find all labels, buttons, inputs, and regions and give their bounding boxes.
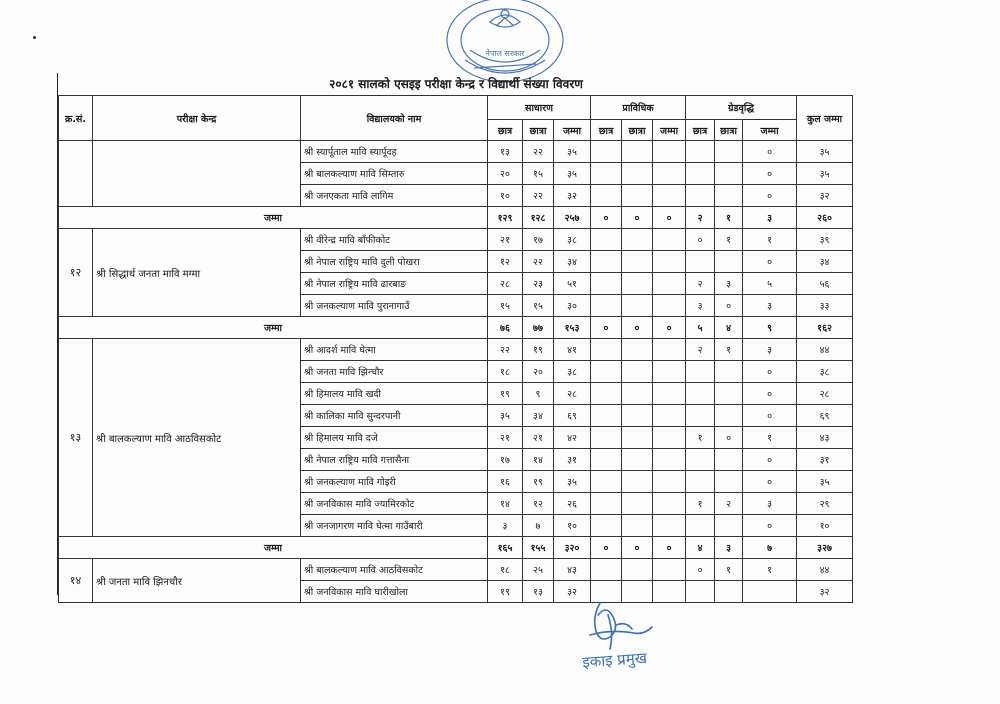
row-grand-total: ३३ xyxy=(797,295,853,317)
count-cell xyxy=(743,581,797,603)
header-technical-total: जम्मा xyxy=(653,120,686,141)
school-row xyxy=(59,141,853,163)
row-grand-total: २९ xyxy=(797,493,853,515)
row-grand-total: ४४ xyxy=(797,559,853,581)
count-cell: ० xyxy=(743,163,797,185)
count-cell: २५ xyxy=(523,559,554,581)
count-cell: ४३ xyxy=(554,559,591,581)
count-cell xyxy=(653,559,686,581)
header-exam-center: परीक्षा केन्द्र xyxy=(93,96,301,141)
row-grand-total: ३२७ xyxy=(797,537,853,559)
count-cell xyxy=(686,581,715,603)
count-cell xyxy=(686,251,715,273)
count-cell xyxy=(622,471,653,493)
count-cell xyxy=(622,185,653,207)
count-cell xyxy=(715,449,743,471)
count-cell: २० xyxy=(488,163,523,185)
count-cell: ४१ xyxy=(554,339,591,361)
count-cell: ३१ xyxy=(554,449,591,471)
sum-label: जम्मा xyxy=(59,537,488,559)
count-cell: ३ xyxy=(743,339,797,361)
count-cell xyxy=(653,361,686,383)
count-cell: १ xyxy=(686,493,715,515)
count-cell xyxy=(591,515,622,537)
count-cell: २ xyxy=(686,207,715,229)
count-cell: ४२ xyxy=(554,427,591,449)
count-cell: १ xyxy=(686,427,715,449)
document-title: २०८१ सालको एसइइ परीक्षा केन्द्र र विद्यार्थी संख्या विवरण xyxy=(329,77,583,91)
exam-center-name: श्री सिद्धार्थ जनता मावि मग्मा xyxy=(93,229,301,317)
count-cell: ३२ xyxy=(554,185,591,207)
count-cell xyxy=(653,339,686,361)
count-cell xyxy=(591,163,622,185)
count-cell: १२ xyxy=(488,251,523,273)
count-cell xyxy=(591,251,622,273)
row-grand-total: १० xyxy=(797,515,853,537)
count-cell: ३४ xyxy=(523,405,554,427)
count-cell: ७७ xyxy=(523,317,554,339)
count-cell: ० xyxy=(743,405,797,427)
count-cell: १२ xyxy=(523,493,554,515)
row-grand-total: ६९ xyxy=(797,405,853,427)
count-cell: २५७ xyxy=(554,207,591,229)
count-cell: २ xyxy=(686,339,715,361)
count-cell xyxy=(653,185,686,207)
count-cell xyxy=(715,405,743,427)
count-cell xyxy=(591,229,622,251)
row-grand-total: ३८ xyxy=(797,361,853,383)
count-cell xyxy=(591,559,622,581)
count-cell xyxy=(653,229,686,251)
count-cell xyxy=(686,515,715,537)
count-cell: २८ xyxy=(488,273,523,295)
count-cell xyxy=(622,295,653,317)
count-cell: २१ xyxy=(488,427,523,449)
count-cell: ० xyxy=(743,185,797,207)
header-grade-total: जम्मा xyxy=(743,120,797,141)
count-cell: २६ xyxy=(554,493,591,515)
count-cell: १४ xyxy=(488,493,523,515)
count-cell: ७ xyxy=(743,537,797,559)
count-cell xyxy=(622,515,653,537)
count-cell: २२ xyxy=(488,339,523,361)
school-name: श्री नेपाल राष्ट्रिय मावि गत्तासैना xyxy=(301,449,488,471)
school-row xyxy=(59,229,853,251)
count-cell: ३५ xyxy=(554,141,591,163)
school-name: श्री बालकल्याण मावि आठविसकोट xyxy=(301,559,488,581)
count-cell: ० xyxy=(686,229,715,251)
count-cell xyxy=(622,273,653,295)
count-cell xyxy=(591,339,622,361)
count-cell xyxy=(653,163,686,185)
count-cell: १६५ xyxy=(488,537,523,559)
header-technical: प्राविधिक xyxy=(591,96,686,120)
seal-lettering: नेपाल सरकार xyxy=(485,49,525,58)
count-cell: ३२ xyxy=(554,581,591,603)
exam-center-name xyxy=(93,141,301,207)
count-cell xyxy=(622,559,653,581)
header-general: साधारण xyxy=(488,96,591,120)
count-cell: ५१ xyxy=(554,273,591,295)
count-cell xyxy=(653,383,686,405)
count-cell: १६ xyxy=(488,471,523,493)
count-cell: ० xyxy=(743,383,797,405)
count-cell: ० xyxy=(653,317,686,339)
count-cell: १२८ xyxy=(523,207,554,229)
school-name: श्री वीरेन्द्र मावि बाँफीकोट xyxy=(301,229,488,251)
count-cell xyxy=(591,493,622,515)
count-cell: ५ xyxy=(686,317,715,339)
count-cell: ० xyxy=(622,317,653,339)
count-cell: १५ xyxy=(523,295,554,317)
count-cell: १९ xyxy=(523,339,554,361)
count-cell xyxy=(653,295,686,317)
count-cell: ३ xyxy=(686,295,715,317)
count-cell: १८ xyxy=(488,361,523,383)
row-grand-total: ४३ xyxy=(797,427,853,449)
header-grade-boys: छात्र xyxy=(686,120,715,141)
exam-center-table xyxy=(58,95,853,603)
count-cell: ३८ xyxy=(554,361,591,383)
count-cell: ४ xyxy=(715,317,743,339)
count-cell xyxy=(591,185,622,207)
count-cell xyxy=(686,471,715,493)
count-cell xyxy=(715,515,743,537)
count-cell xyxy=(653,427,686,449)
count-cell: १९ xyxy=(523,471,554,493)
count-cell: २० xyxy=(523,361,554,383)
row-grand-total: ३५ xyxy=(797,141,853,163)
count-cell: ० xyxy=(591,317,622,339)
center-serial-number xyxy=(59,141,93,207)
count-cell: २ xyxy=(715,493,743,515)
school-name: श्री बालकल्याण मावि सिम्तारु xyxy=(301,163,488,185)
signature-caption: इकाइ प्रमुख xyxy=(581,648,648,672)
count-cell xyxy=(622,251,653,273)
count-cell: १ xyxy=(715,339,743,361)
count-cell: ० xyxy=(743,141,797,163)
header-technical-boys: छात्र xyxy=(591,120,622,141)
count-cell: ० xyxy=(591,207,622,229)
header-general-total: जम्मा xyxy=(554,120,591,141)
count-cell: ३५ xyxy=(554,471,591,493)
row-grand-total: ३९ xyxy=(797,229,853,251)
count-cell xyxy=(622,449,653,471)
row-grand-total: ५६ xyxy=(797,273,853,295)
count-cell: १५३ xyxy=(554,317,591,339)
count-cell: ३ xyxy=(743,295,797,317)
school-name: श्री जनविकास मावि घारीखोला xyxy=(301,581,488,603)
count-cell: ४ xyxy=(686,537,715,559)
row-grand-total: ३५ xyxy=(797,163,853,185)
count-cell xyxy=(686,449,715,471)
school-name: श्री नेपाल राष्ट्रिय मावि ढारबाङ xyxy=(301,273,488,295)
count-cell xyxy=(686,163,715,185)
count-cell: १७ xyxy=(488,449,523,471)
count-cell: ० xyxy=(743,449,797,471)
count-cell: ५ xyxy=(743,273,797,295)
count-cell: १९ xyxy=(488,581,523,603)
center-serial-number: १३ xyxy=(59,339,93,537)
count-cell: ३५ xyxy=(488,405,523,427)
sum-row xyxy=(59,317,853,339)
school-name: श्री आदर्श मावि घेत्मा xyxy=(301,339,488,361)
sum-label: जम्मा xyxy=(59,207,488,229)
row-grand-total: २८ xyxy=(797,383,853,405)
count-cell xyxy=(591,405,622,427)
row-grand-total: १६२ xyxy=(797,317,853,339)
count-cell xyxy=(622,229,653,251)
count-cell xyxy=(653,141,686,163)
count-cell: २२ xyxy=(523,141,554,163)
exam-center-name: श्री बालकल्याण मावि आठविसकोट xyxy=(93,339,301,537)
school-name: श्री जनविकास मावि ज्यामिरकोट xyxy=(301,493,488,515)
sum-row xyxy=(59,537,853,559)
count-cell: ९ xyxy=(523,383,554,405)
school-name: श्री जनजागरण मावि घेत्मा गाउँबारी xyxy=(301,515,488,537)
count-cell xyxy=(715,251,743,273)
count-cell: ० xyxy=(743,515,797,537)
count-cell xyxy=(686,141,715,163)
count-cell xyxy=(715,185,743,207)
count-cell: २२ xyxy=(523,185,554,207)
count-cell xyxy=(715,141,743,163)
count-cell xyxy=(715,471,743,493)
count-cell: ० xyxy=(715,295,743,317)
count-cell: १० xyxy=(488,185,523,207)
exam-center-name: श्री जनता मावि झिनचौर xyxy=(93,559,301,603)
count-cell: ० xyxy=(591,537,622,559)
count-cell: १४ xyxy=(523,449,554,471)
count-cell: १५५ xyxy=(523,537,554,559)
count-cell: १५ xyxy=(488,295,523,317)
header-grade-girls: छात्रा xyxy=(715,120,743,141)
count-cell: ० xyxy=(743,251,797,273)
center-serial-number: १२ xyxy=(59,229,93,317)
count-cell: २३ xyxy=(523,273,554,295)
count-cell: ० xyxy=(715,427,743,449)
school-name: श्री जनकल्याण मावि पुरानागाउँ xyxy=(301,295,488,317)
row-grand-total: ३५ xyxy=(797,471,853,493)
header-general-girls: छात्रा xyxy=(523,120,554,141)
count-cell xyxy=(622,493,653,515)
count-cell xyxy=(622,427,653,449)
count-cell xyxy=(715,581,743,603)
header-general-boys: छात्र xyxy=(488,120,523,141)
count-cell xyxy=(622,141,653,163)
count-cell xyxy=(591,449,622,471)
count-cell: ७६ xyxy=(488,317,523,339)
count-cell: ० xyxy=(686,559,715,581)
school-name: श्री जनएकता मावि लागिम xyxy=(301,185,488,207)
count-cell: २८ xyxy=(554,383,591,405)
count-cell xyxy=(591,361,622,383)
count-cell: १ xyxy=(715,207,743,229)
count-cell xyxy=(653,273,686,295)
count-cell: २ xyxy=(686,273,715,295)
school-name: श्री हिमालय मावि खदी xyxy=(301,383,488,405)
count-cell: १० xyxy=(554,515,591,537)
count-cell xyxy=(622,163,653,185)
school-row xyxy=(59,559,853,581)
count-cell xyxy=(622,383,653,405)
row-grand-total: २६० xyxy=(797,207,853,229)
count-cell xyxy=(686,383,715,405)
count-cell: ६९ xyxy=(554,405,591,427)
count-cell xyxy=(653,449,686,471)
count-cell xyxy=(686,185,715,207)
count-cell: ० xyxy=(743,361,797,383)
school-name: श्री स्यार्पूताल मावि स्यार्पूदह xyxy=(301,141,488,163)
sum-row xyxy=(59,207,853,229)
school-name: श्री कालिका मावि सुन्दरपानी xyxy=(301,405,488,427)
table-body xyxy=(59,141,853,603)
school-name: श्री नेपाल राष्ट्रिय मावि दुली पोखरा xyxy=(301,251,488,273)
header-grand-total: कुल जम्मा xyxy=(797,96,853,141)
count-cell xyxy=(653,405,686,427)
header-serial: क्र.सं. xyxy=(59,96,93,141)
count-cell: १८ xyxy=(488,559,523,581)
count-cell: १७ xyxy=(523,229,554,251)
count-cell: ३४ xyxy=(554,251,591,273)
count-cell: १ xyxy=(743,229,797,251)
count-cell xyxy=(653,493,686,515)
count-cell: १२९ xyxy=(488,207,523,229)
header-technical-girls: छात्रा xyxy=(622,120,653,141)
count-cell: ३८ xyxy=(554,229,591,251)
school-name: श्री हिमालय मावि दजे xyxy=(301,427,488,449)
header-grade-improvement: ग्रेडवृद्धि xyxy=(686,96,797,120)
count-cell: ० xyxy=(653,207,686,229)
count-cell xyxy=(686,361,715,383)
count-cell: १५ xyxy=(523,163,554,185)
count-cell xyxy=(622,361,653,383)
count-cell: ० xyxy=(653,537,686,559)
count-cell xyxy=(622,339,653,361)
row-grand-total: ३४ xyxy=(797,251,853,273)
count-cell: १३ xyxy=(523,581,554,603)
count-cell: ७ xyxy=(523,515,554,537)
center-serial-number: १४ xyxy=(59,559,93,603)
count-cell xyxy=(591,383,622,405)
count-cell xyxy=(715,163,743,185)
school-name: श्री जनकल्याण मावि गोइरी xyxy=(301,471,488,493)
sum-label: जम्मा xyxy=(59,317,488,339)
count-cell xyxy=(622,405,653,427)
count-cell: ० xyxy=(622,207,653,229)
count-cell: ९ xyxy=(743,317,797,339)
count-cell: ३ xyxy=(743,493,797,515)
count-cell: २२ xyxy=(523,251,554,273)
row-grand-total: ३२ xyxy=(797,185,853,207)
count-cell xyxy=(715,383,743,405)
header-school-name: विद्यालयको नाम xyxy=(301,96,488,141)
count-cell: ३ xyxy=(743,207,797,229)
school-name: श्री जनता मावि झिन्चौर xyxy=(301,361,488,383)
count-cell xyxy=(715,361,743,383)
count-cell: ३० xyxy=(554,295,591,317)
count-cell: १ xyxy=(743,559,797,581)
count-cell: १ xyxy=(715,559,743,581)
count-cell: १ xyxy=(743,427,797,449)
speck xyxy=(33,36,36,39)
row-grand-total: ३१ xyxy=(797,449,853,471)
count-cell: १३ xyxy=(488,141,523,163)
count-cell: १ xyxy=(715,229,743,251)
count-cell xyxy=(653,515,686,537)
count-cell: २१ xyxy=(488,229,523,251)
count-cell xyxy=(591,295,622,317)
count-cell xyxy=(653,251,686,273)
count-cell: ३ xyxy=(715,273,743,295)
count-cell: ३ xyxy=(715,537,743,559)
count-cell: ३५ xyxy=(554,163,591,185)
row-grand-total: ३२ xyxy=(797,581,853,603)
count-cell xyxy=(591,273,622,295)
count-cell xyxy=(653,471,686,493)
count-cell xyxy=(591,427,622,449)
row-grand-total: ४४ xyxy=(797,339,853,361)
count-cell: ३ xyxy=(488,515,523,537)
count-cell xyxy=(591,471,622,493)
count-cell: २१ xyxy=(523,427,554,449)
count-cell xyxy=(686,405,715,427)
count-cell xyxy=(591,141,622,163)
count-cell: ३२० xyxy=(554,537,591,559)
count-cell: १९ xyxy=(488,383,523,405)
count-cell: ० xyxy=(743,471,797,493)
school-row xyxy=(59,339,853,361)
count-cell: ० xyxy=(622,537,653,559)
